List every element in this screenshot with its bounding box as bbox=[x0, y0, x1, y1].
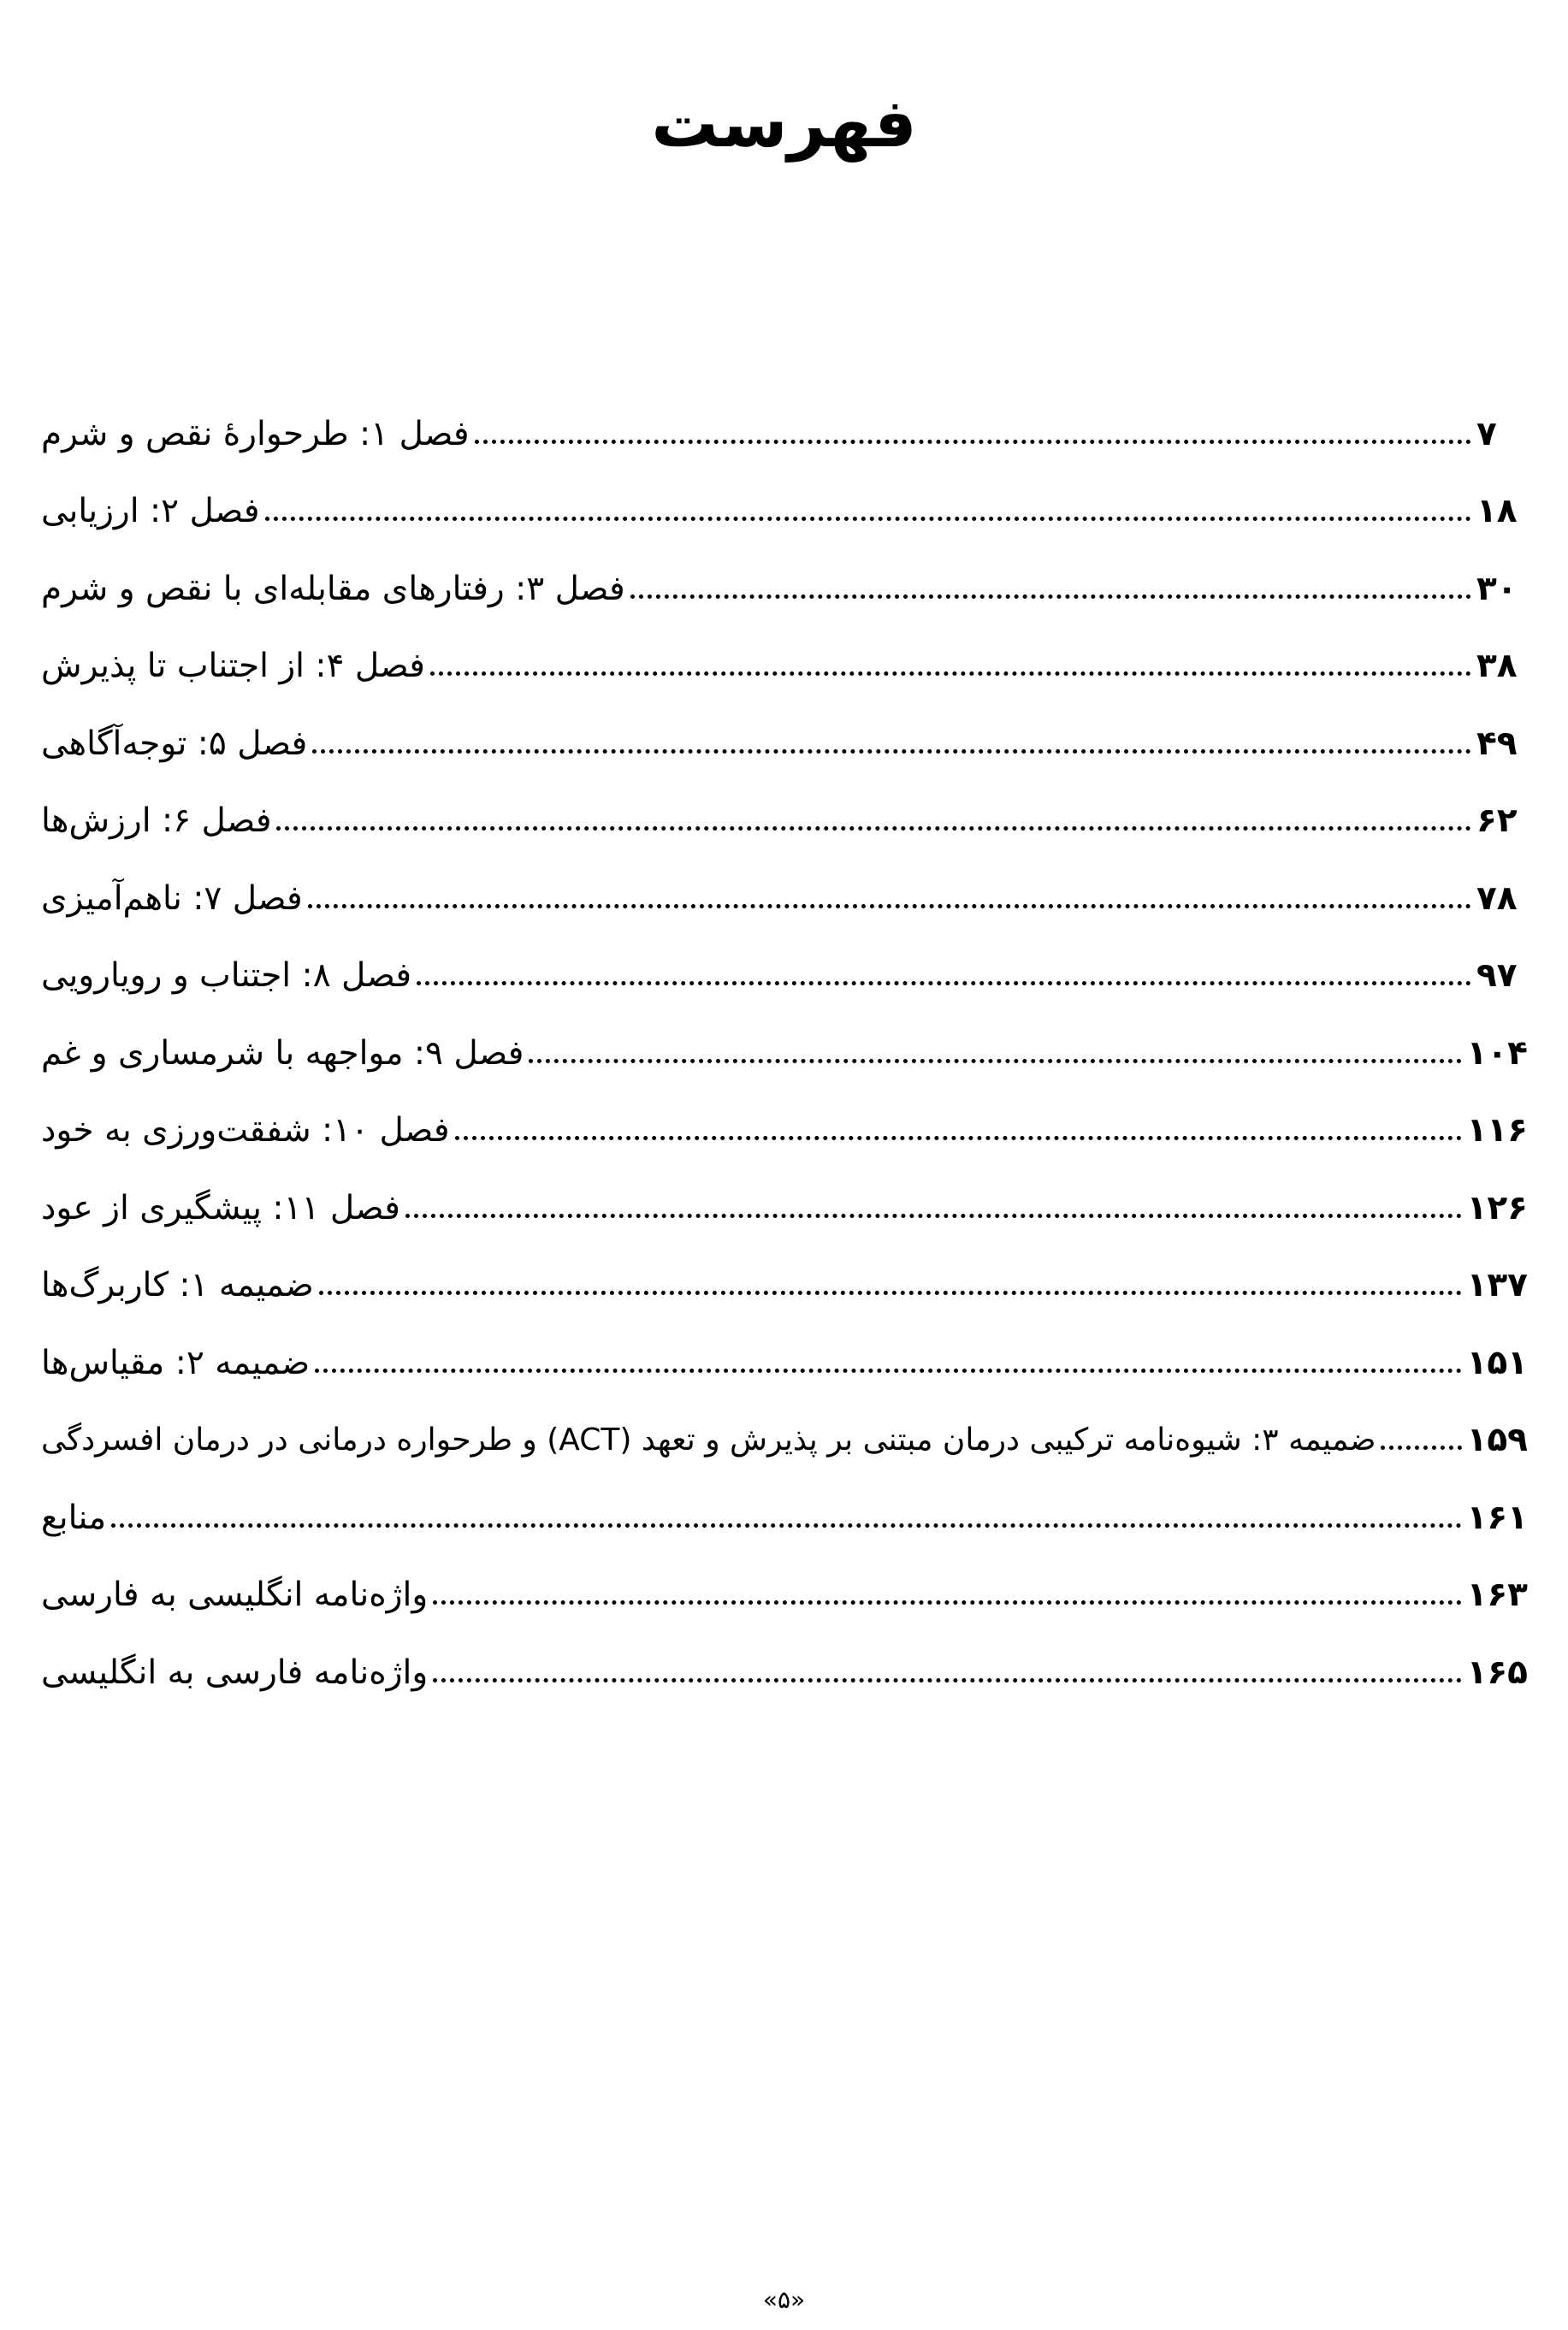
toc-leader-dots bbox=[529, 1059, 1461, 1063]
toc-entry-title: فصل ۱: طرحوارۀ نقص و شرم bbox=[41, 414, 470, 453]
toc-entry-title: ضمیمه ۲: مقیاس‌ها bbox=[41, 1343, 311, 1382]
toc-leader-dots bbox=[455, 1136, 1462, 1140]
page-number: «۵» bbox=[762, 2286, 806, 2314]
toc-entry-title: فصل ۶: ارزش‌ها bbox=[41, 801, 272, 841]
toc-entry[interactable] bbox=[38, 783, 1528, 860]
toc-entry-title: فصل ۸: اجتناب و رویارویی bbox=[41, 956, 412, 996]
toc-entry[interactable] bbox=[38, 937, 1528, 1015]
toc-entry[interactable] bbox=[38, 1557, 1528, 1635]
toc-entry-page: ۱۸ bbox=[1476, 492, 1518, 531]
toc-leader-dots bbox=[430, 671, 1471, 676]
toc-leader-dots bbox=[475, 440, 1471, 444]
toc-entry[interactable] bbox=[38, 705, 1528, 783]
toc-entry-page: ۱۵۱ bbox=[1466, 1343, 1528, 1382]
toc-leader-dots bbox=[319, 1291, 1462, 1295]
toc-leader-dots bbox=[630, 594, 1471, 599]
toc-entry-title: فصل ۲: ارزیابی bbox=[41, 492, 260, 531]
toc-entry-page: ۱۱۶ bbox=[1466, 1111, 1528, 1150]
toc-entry[interactable] bbox=[38, 628, 1528, 706]
toc-entry[interactable] bbox=[38, 395, 1528, 473]
toc-leader-dots bbox=[405, 1214, 1462, 1218]
toc-leader-dots bbox=[312, 749, 1471, 754]
toc-entry-title: فصل ۷: ناهم‌آمیزی bbox=[41, 878, 303, 918]
toc-leader-dots bbox=[433, 1600, 1461, 1605]
toc-entry-title: فصل ۳: رفتارهای مقابله‌ای با نقص و شرم bbox=[41, 569, 625, 608]
toc-entry-page: ۷ bbox=[1476, 414, 1497, 453]
table-of-contents bbox=[38, 395, 1528, 1712]
toc-entry[interactable] bbox=[38, 1634, 1528, 1712]
toc-entry-page: ۱۶۱ bbox=[1466, 1498, 1528, 1537]
toc-leader-dots bbox=[417, 981, 1471, 985]
toc-entry-title: واژه‌نامه انگلیسی به فارسی bbox=[41, 1576, 429, 1615]
toc-entry-page: ۴۹ bbox=[1476, 724, 1518, 763]
toc-entry-title: ضمیمه ۳: شیوه‌نامه ترکیبی درمان مبتنی بر پذیرش و تعهد (ACT) و طرحواره درمانی در درمان افسردگی bbox=[41, 1422, 1376, 1458]
toc-entry-title: فصل ۱۱: پیشگیری از عود bbox=[41, 1188, 400, 1227]
toc-entry-page: ۹۷ bbox=[1476, 956, 1518, 996]
toc-entry[interactable] bbox=[38, 473, 1528, 551]
toc-entry-page: ۶۲ bbox=[1476, 801, 1518, 841]
toc-entry[interactable] bbox=[38, 1169, 1528, 1247]
toc-entry-page: ۷۸ bbox=[1476, 878, 1518, 918]
toc-entry-page: ۱۵۹ bbox=[1466, 1421, 1528, 1460]
toc-leader-dots bbox=[265, 517, 1472, 521]
toc-entry[interactable] bbox=[38, 1479, 1528, 1557]
toc-entry-title: ضمیمه ۱: کاربرگ‌ها bbox=[41, 1266, 314, 1305]
toc-leader-dots bbox=[1381, 1446, 1461, 1450]
toc-entry-page: ۳۰ bbox=[1476, 569, 1518, 608]
toc-entry[interactable] bbox=[38, 1247, 1528, 1325]
toc-entry-page: ۳۸ bbox=[1476, 647, 1518, 686]
toc-entry[interactable] bbox=[38, 860, 1528, 937]
toc-leader-dots bbox=[315, 1369, 1461, 1373]
toc-entry-page: ۱۲۶ bbox=[1466, 1188, 1528, 1227]
toc-leader-dots bbox=[433, 1678, 1461, 1682]
toc-entry-page: ۱۶۳ bbox=[1466, 1576, 1528, 1615]
toc-entry[interactable] bbox=[38, 1402, 1528, 1480]
toc-entry[interactable] bbox=[38, 1092, 1528, 1170]
toc-entry-title: منابع bbox=[41, 1498, 107, 1537]
toc-entry-title: فصل ۹: مواجهه با شرمساری و غم bbox=[41, 1033, 524, 1073]
toc-entry[interactable] bbox=[38, 550, 1528, 628]
toc-entry-title: واژه‌نامه فارسی به انگلیسی bbox=[41, 1653, 429, 1692]
toc-leader-dots bbox=[111, 1523, 1461, 1528]
toc-entry-title: فصل ۴: از اجتناب تا پذیرش bbox=[41, 647, 425, 686]
toc-entry[interactable] bbox=[38, 1014, 1528, 1092]
toc-entry-page: ۱۰۴ bbox=[1466, 1033, 1528, 1073]
toc-entry-title: فصل ۱۰: شفقت‌ورزی به خود bbox=[41, 1111, 450, 1150]
toc-entry[interactable] bbox=[38, 1324, 1528, 1402]
toc-leader-dots bbox=[308, 904, 1471, 908]
toc-entry-page: ۱۳۷ bbox=[1466, 1266, 1528, 1305]
page-title: فهرست bbox=[651, 86, 917, 163]
toc-leader-dots bbox=[276, 826, 1471, 831]
toc-entry-page: ۱۶۵ bbox=[1466, 1653, 1528, 1692]
toc-entry-title: فصل ۵: توجه‌آگاهی bbox=[41, 724, 308, 763]
